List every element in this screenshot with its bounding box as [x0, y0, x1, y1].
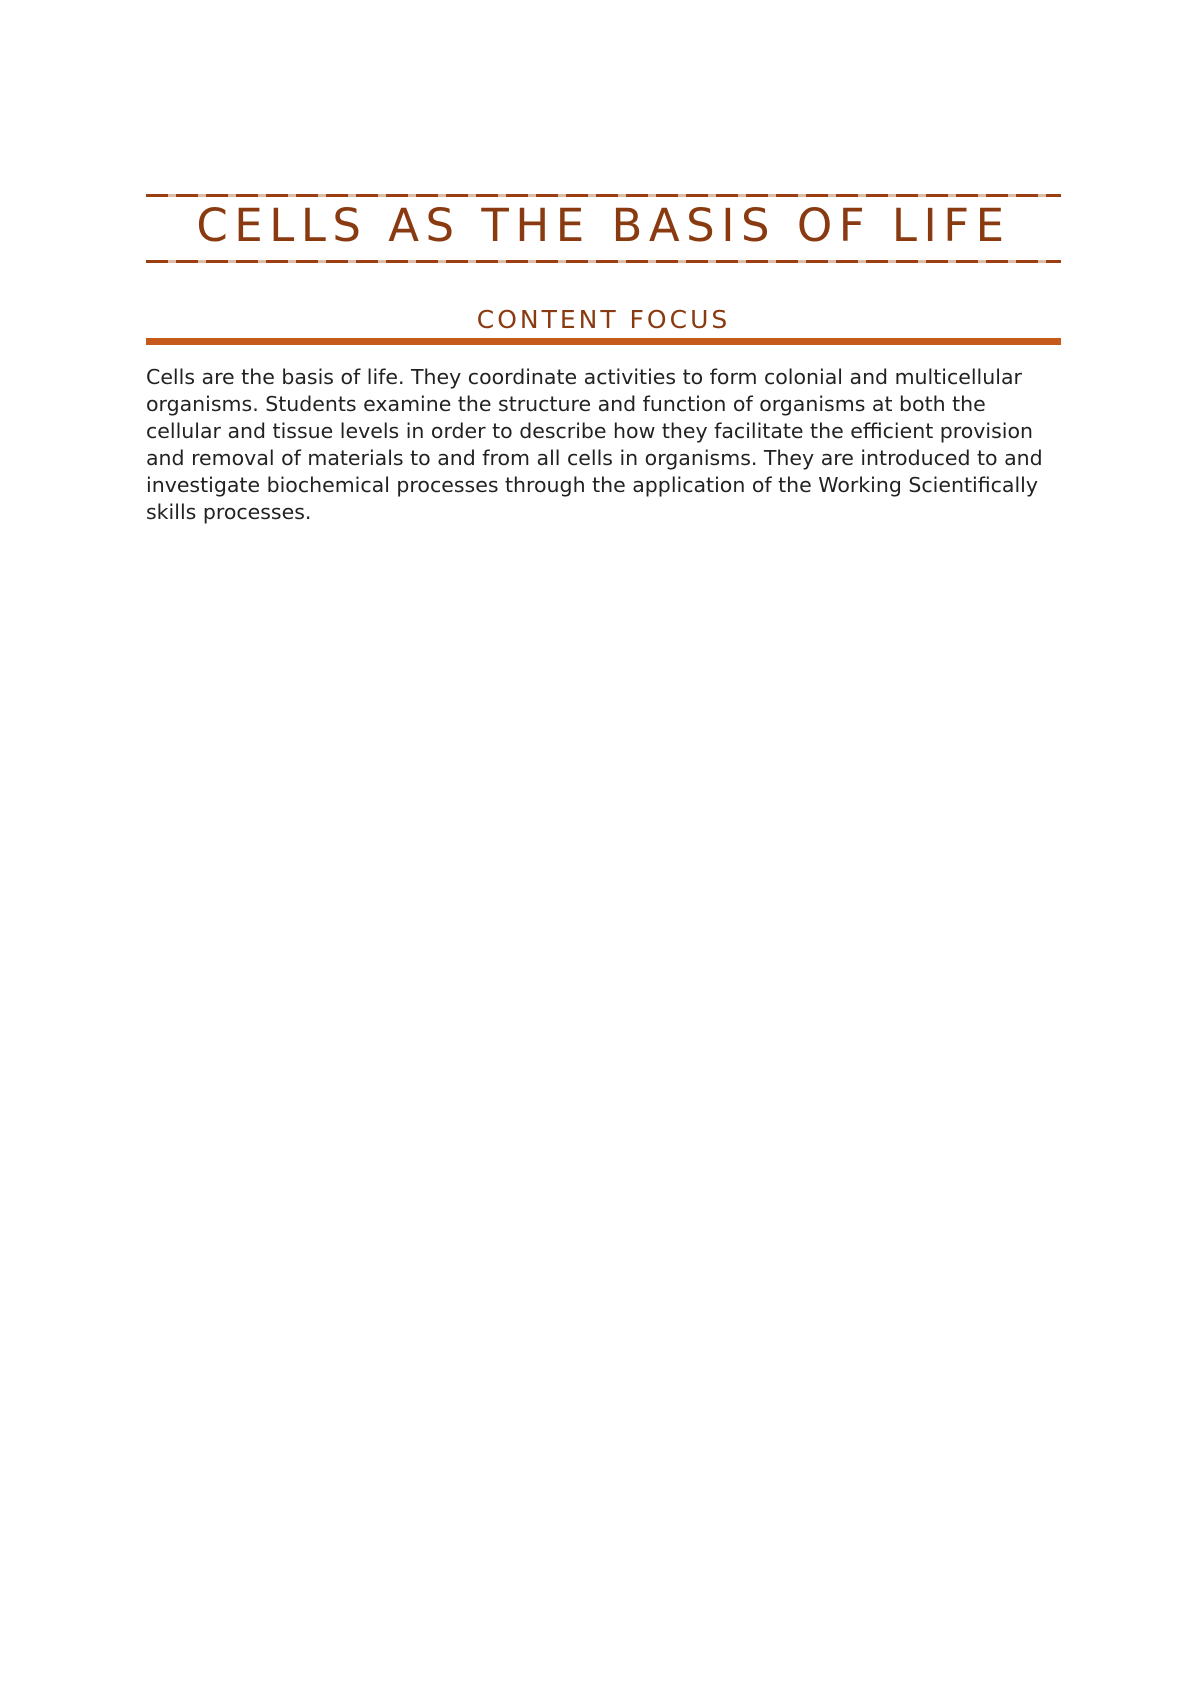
- body-paragraph: Cells are the basis of life. They coordinate activities to form colonial and multicellular organisms. Students examine the structure and function of organisms at both the cellular and tissue levels in order to describe how they facilitate the efficient provision and removal of materials to and from all cells in organisms. They are introduced to and investigate biochemical processes through the application of the Working Scientifically skills processes.: [146, 365, 1043, 524]
- section-heading: CONTENT FOCUS: [476, 305, 731, 334]
- title-top-rule: [146, 194, 1061, 197]
- section-rule: [146, 338, 1061, 345]
- title-bottom-rule: [146, 260, 1061, 263]
- page-title: CELLS AS THE BASIS OF LIFE: [196, 199, 1011, 252]
